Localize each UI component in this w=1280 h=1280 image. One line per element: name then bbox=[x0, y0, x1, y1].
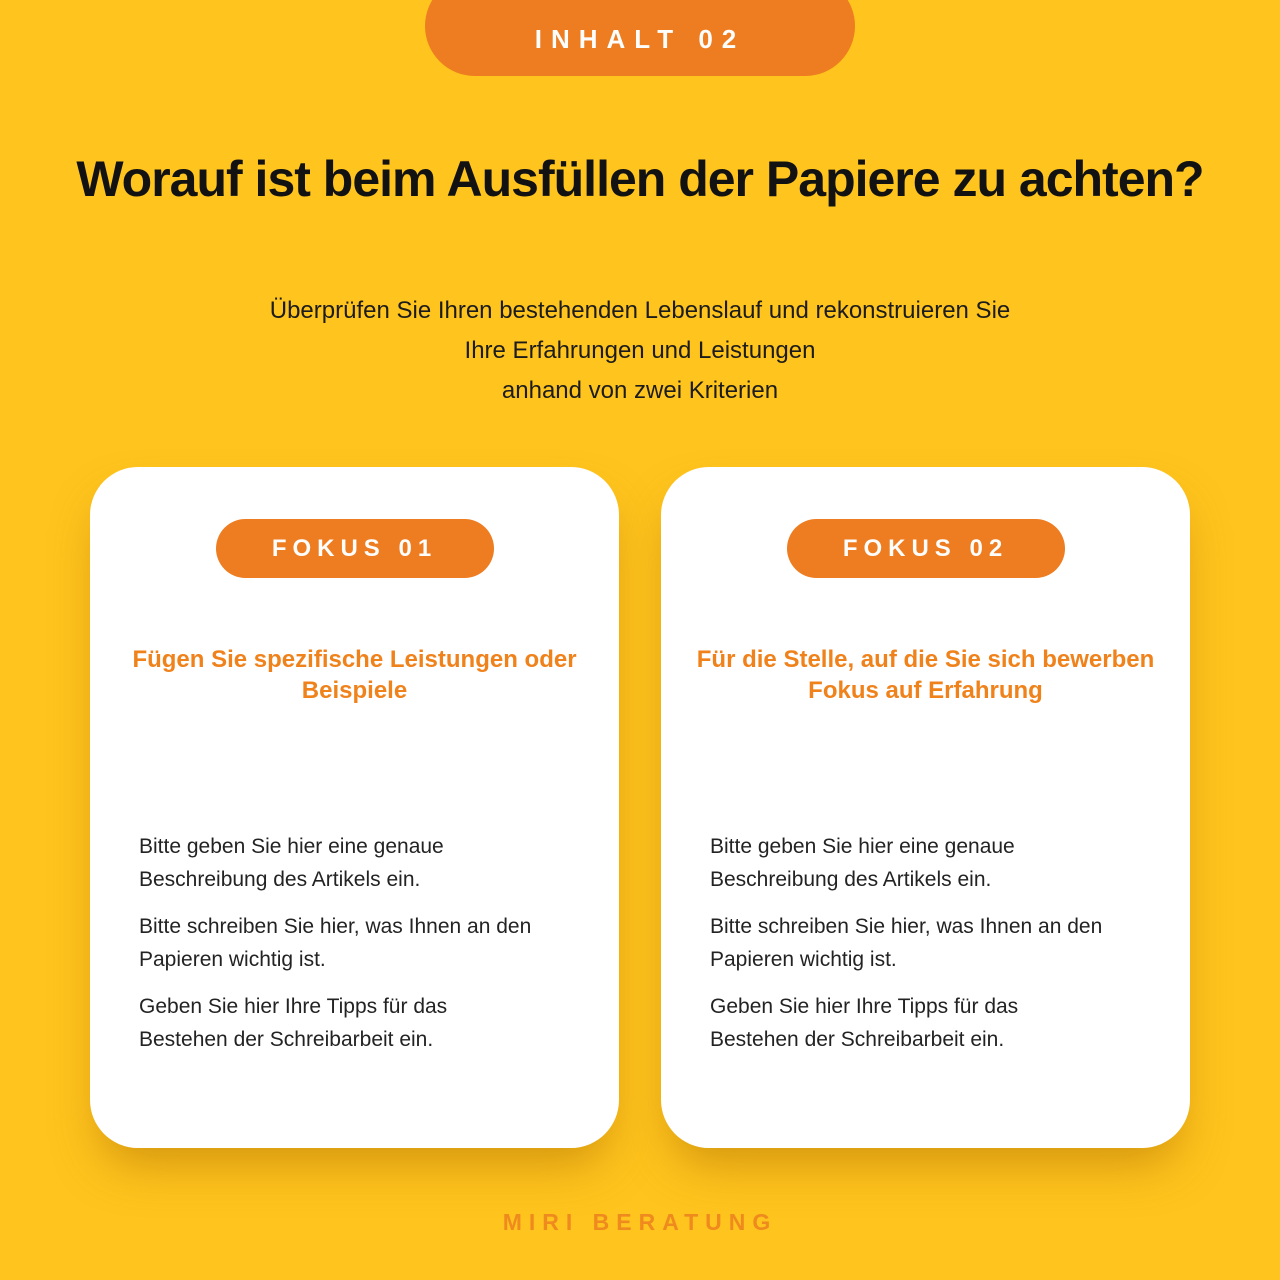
subtitle-line: Ihre Erfahrungen und Leistungen bbox=[464, 337, 816, 364]
focus-02-heading bbox=[697, 644, 1154, 706]
card-paragraph: Bitte schreiben Sie hier, was Ihnen an den Papieren wichtig ist. bbox=[139, 915, 532, 971]
focus-02-body bbox=[661, 830, 1190, 1070]
subtitle-line: Überprüfen Sie Ihren bestehenden Lebenslauf und rekonstruieren Sie bbox=[269, 297, 1011, 324]
focus-02-heading-line: Fokus auf Erfahrung bbox=[808, 677, 1043, 704]
card-paragraph: Geben Sie hier Ihre Tipps für das Bestehen der Schreibarbeit ein. bbox=[139, 995, 448, 1051]
focus-01-body bbox=[90, 830, 619, 1070]
card-paragraph: Geben Sie hier Ihre Tipps für das Bestehen der Schreibarbeit ein. bbox=[710, 995, 1019, 1051]
focus-02-badge bbox=[787, 519, 1065, 578]
card-paragraph: Bitte schreiben Sie hier, was Ihnen an den Papieren wichtig ist. bbox=[710, 915, 1103, 971]
focus-01-badge bbox=[216, 519, 494, 578]
focus-02-badge-label: FOKUS 02 bbox=[842, 534, 1009, 562]
subtitle-line: anhand von zwei Kriterien bbox=[501, 377, 779, 404]
card-paragraph: Bitte geben Sie hier eine genaue Beschreibung des Artikels ein. bbox=[139, 835, 444, 891]
focus-card-01 bbox=[90, 467, 619, 1148]
page-title: Worauf ist beim Ausfüllen der Papiere zu achten? bbox=[76, 151, 1204, 207]
content-badge-label: INHALT 02 bbox=[534, 23, 746, 54]
focus-01-badge-label: FOKUS 01 bbox=[271, 534, 438, 562]
focus-card-02 bbox=[661, 467, 1190, 1148]
focus-01-heading-line: Beispiele bbox=[301, 677, 408, 704]
card-paragraph: Bitte geben Sie hier eine genaue Beschreibung des Artikels ein. bbox=[710, 835, 1015, 891]
subtitle bbox=[0, 291, 1280, 411]
focus-02-heading-line: Für die Stelle, auf die Sie sich bewerben bbox=[696, 646, 1155, 673]
footer-brand: MIRI BERATUNG bbox=[502, 1209, 778, 1235]
focus-01-heading-line: Fügen Sie spezifische Leistungen oder bbox=[132, 646, 577, 673]
focus-01-heading bbox=[132, 644, 576, 706]
focus-cards bbox=[90, 467, 1190, 1148]
content-badge bbox=[425, 0, 855, 76]
